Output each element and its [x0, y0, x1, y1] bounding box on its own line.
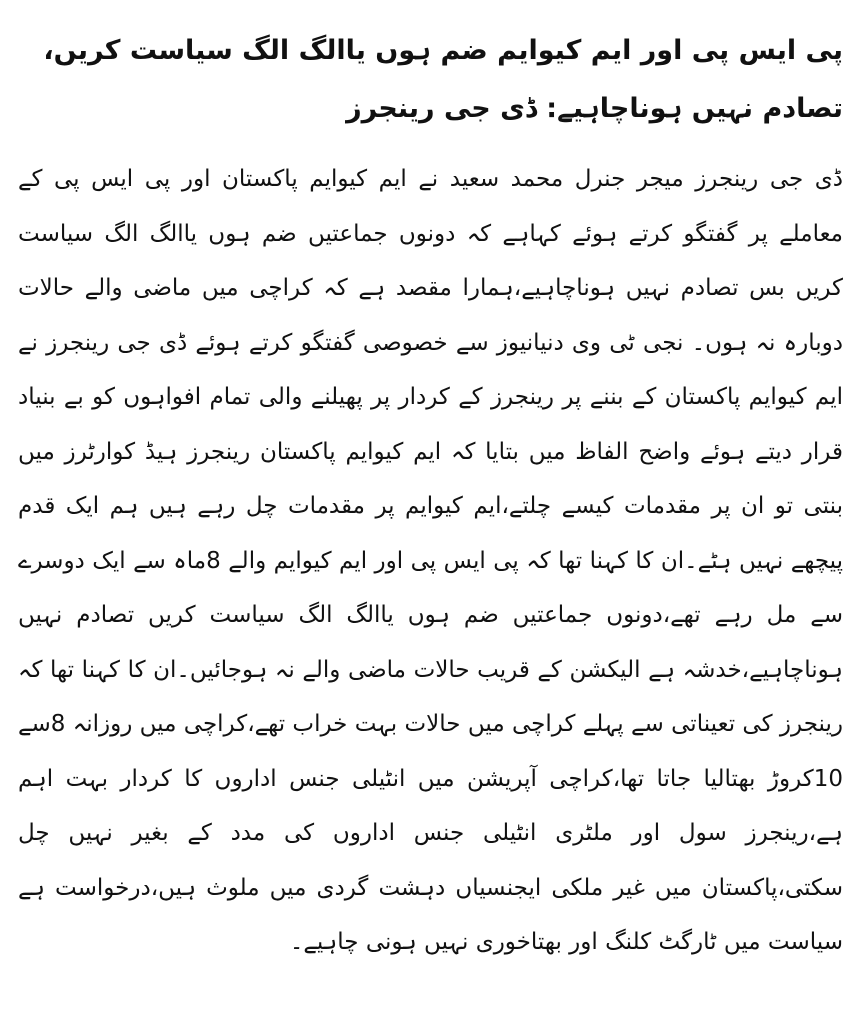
article-body: ڈی جی رینجرز میجر جنرل محمد سعید نے ایم کیوایم پاکستان اور پی ایس پی کے معاملے پر گفتگو کرتے ہوئے کہاہے کہ دونوں جماعتیں ضم ہوں یاالگ الگ سیاست کریں بس تصادم نہیں ہوناچاہیے،ہمارا مقصد ہے کہ کراچی میں ماضی والے حالات دوبارہ نہ ہوں۔ نجی ٹی وی دنیانیوز سے خصوصی گفتگو کرتے ہوئے ڈی جی رینجرز نے ایم کیوایم پاکستان کے بننے پر رینجرز کے کردار پر پھیلنے والی تمام افواہوں کو بے بنیاد قرار دیتے ہوئے واضح الفاظ میں بتایا کہ ایم کیوایم پاکستان رینجرز ہیڈ کوارٹرز میں بنتی تو ان پر مقدمات کیسے چلتے،ایم کیوایم پر مقدمات چل رہے ہیں ہم ایک قدم پیچھے نہیں ہٹے۔ان کا کہنا تھا کہ پی ایس پی اور ایم کیوایم والے 8ماہ سے ایک دوسرے سے مل رہے تھے،دونوں جماعتیں ضم ہوں یاالگ الگ سیاست کریں تصادم نہیں ہوناچاہیے،خدشہ ہے الیکشن کے قریب حالات ماضی والے نہ ہوجائیں۔ان کا کہنا تھا کہ رینجرز کی تعیناتی سے پہلے کراچی میں حالات بہت خراب تھے،کراچی میں روزانہ 8سے 10کروڑ بھتالیا جاتا تھا،کراچی آپریشن میں انٹیلی جنس اداروں کا کردار بہت اہم ہے،رینجرز سول اور ملٹری انٹیلی جنس اداروں کی مدد کے بغیر نہیں چل سکتی،پاکستان میں غیر ملکی ایجنسیاں دہشت گردی میں ملوث ہیں،درخواست ہے سیاست میں ٹارگٹ کلنگ اور بھتاخوری نہیں ہونی چاہیے۔: [18, 166, 844, 955]
article-headline: پی ایس پی اور ایم کیوایم ضم ہوں یاالگ الگ سیاست کریں، تصادم نہیں ہوناچاہیے: ڈی جی رینجرز: [43, 35, 843, 124]
